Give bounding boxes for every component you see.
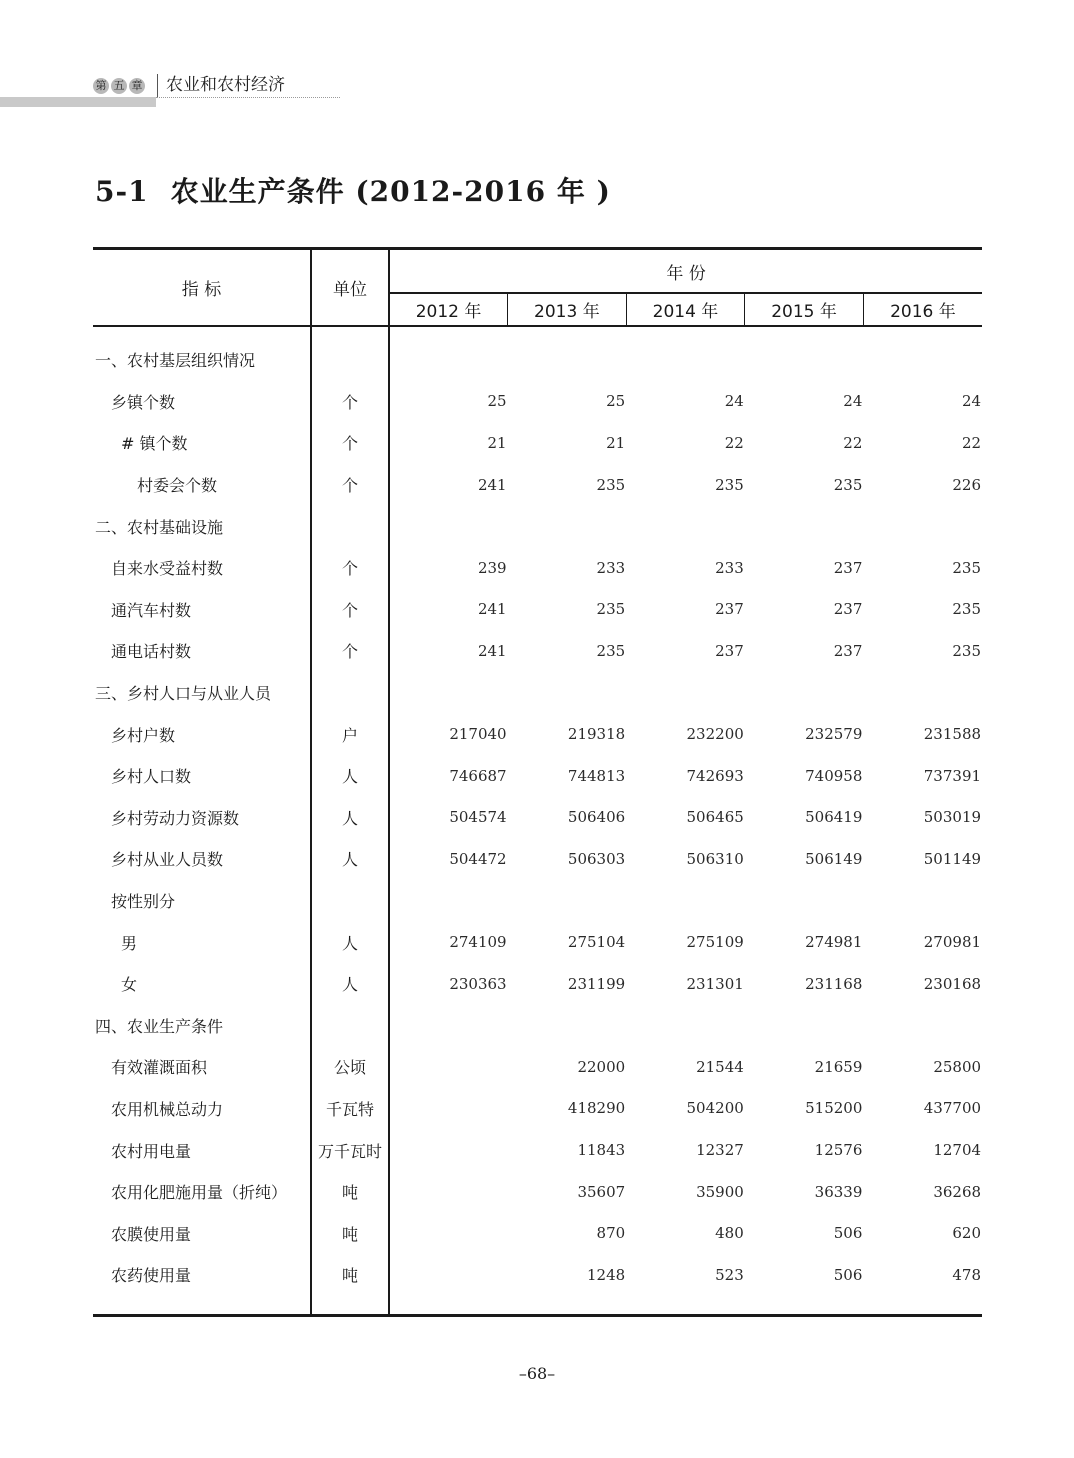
row-unit: [311, 339, 389, 381]
cell-value: [626, 880, 745, 922]
header-rule: [156, 97, 340, 98]
row-label: 农膜使用量: [111, 1224, 192, 1244]
cell-value: 35900: [696, 1182, 744, 1201]
row-unit: 个: [311, 422, 389, 464]
statistics-table: [93, 247, 982, 1317]
cell-value: 740958: [805, 766, 863, 785]
cell-value: 515200: [805, 1099, 863, 1118]
cell-value: 237: [833, 558, 863, 577]
cell-value: 22: [843, 433, 863, 452]
cell-value: [389, 1046, 508, 1088]
cell-value: 232579: [805, 725, 863, 744]
chapter-char: 第: [93, 78, 109, 94]
cell-value: 506: [833, 1224, 863, 1243]
row-unit: 公顷: [311, 1046, 389, 1088]
year-header: 2014 年: [626, 293, 745, 326]
cell-value: 231199: [567, 974, 626, 993]
cell-value: 241: [477, 641, 507, 660]
cell-value: 870: [596, 1224, 626, 1243]
row-unit: 吨: [311, 1171, 389, 1213]
cell-value: 506406: [567, 808, 626, 827]
row-label: 乡镇个数: [111, 392, 176, 412]
table-title-text: 农业生产条件: [170, 175, 345, 208]
cell-value: [508, 672, 627, 714]
cell-value: 230168: [923, 974, 982, 993]
table-row: [93, 1212, 982, 1254]
row-label: 农用化肥施用量（折纯）: [111, 1183, 288, 1203]
cell-value: 1248: [587, 1265, 626, 1284]
row-label: 二、农村基础设施: [95, 517, 224, 537]
table-row: [93, 1171, 982, 1213]
cell-value: 237: [715, 600, 744, 619]
row-label: 按性别分: [111, 892, 176, 912]
cell-value: 746687: [449, 766, 507, 785]
year-header: 2013 年: [508, 293, 627, 326]
row-label: 乡村劳动力资源数: [111, 808, 240, 828]
cell-value: 21: [487, 433, 507, 452]
page-number: –68–: [518, 1364, 556, 1383]
cell-value: [626, 1005, 745, 1047]
row-unit: 个: [311, 464, 389, 506]
cell-value: 232200: [686, 725, 744, 744]
cell-value: 504200: [686, 1099, 744, 1118]
cell-value: 12704: [933, 1141, 982, 1160]
cell-value: 25: [606, 392, 626, 411]
cell-value: 235: [596, 475, 626, 494]
cell-value: [508, 339, 627, 381]
cell-value: [508, 505, 627, 547]
row-label: 有效灌溉面积: [111, 1058, 208, 1078]
cell-value: 275104: [567, 933, 626, 952]
row-unit: [311, 672, 389, 714]
table-row: [93, 713, 982, 755]
cell-value: 231168: [805, 974, 863, 993]
table-row: [93, 630, 982, 672]
cell-value: 231301: [686, 974, 744, 993]
row-label: 通电话村数: [111, 642, 192, 662]
row-unit: 个: [311, 547, 389, 589]
cell-value: 270981: [923, 933, 982, 952]
cell-value: 506303: [567, 849, 626, 868]
chapter-title: 农业和农村经济: [166, 75, 285, 95]
table-title: [95, 170, 611, 210]
row-unit: 人: [311, 838, 389, 880]
cell-value: 22000: [577, 1057, 626, 1076]
cell-value: 235: [715, 475, 744, 494]
year-header: 2012 年: [389, 293, 508, 326]
cell-value: [745, 880, 864, 922]
cell-value: 504574: [449, 808, 507, 827]
cell-value: [863, 672, 982, 714]
row-unit: 人: [311, 755, 389, 797]
row-unit: 户: [311, 713, 389, 755]
table-row: [93, 672, 982, 714]
cell-value: 36268: [933, 1182, 982, 1201]
table-row: [93, 1088, 982, 1130]
cell-value: 35607: [577, 1182, 626, 1201]
cell-value: 230363: [449, 974, 507, 993]
cell-value: 24: [843, 392, 863, 411]
cell-value: 506419: [805, 808, 863, 827]
cell-value: 620: [952, 1224, 982, 1243]
cell-value: 235: [952, 641, 982, 660]
cell-value: 219318: [567, 725, 626, 744]
cell-value: 24: [724, 392, 744, 411]
row-label: 乡村从业人员数: [111, 850, 224, 870]
year-group-header: 年 份: [389, 249, 982, 294]
row-unit: [311, 880, 389, 922]
cell-value: 275109: [686, 933, 744, 952]
table-row: [93, 755, 982, 797]
cell-value: [389, 1212, 508, 1254]
cell-value: [745, 1005, 864, 1047]
row-label: 农药使用量: [111, 1266, 192, 1286]
cell-value: 21: [606, 433, 626, 452]
row-unit: 万千瓦时: [311, 1129, 389, 1171]
table-row: [93, 464, 982, 506]
table-title-years: (2012-2016 年 ): [355, 175, 611, 208]
row-unit: 人: [311, 797, 389, 839]
cell-value: 237: [715, 641, 744, 660]
cell-value: [863, 505, 982, 547]
cell-value: [389, 1005, 508, 1047]
cell-value: 503019: [923, 808, 982, 827]
cell-value: 504472: [449, 849, 507, 868]
chapter-char: 章: [129, 78, 145, 94]
cell-value: [389, 339, 508, 381]
cell-value: 25800: [933, 1057, 982, 1076]
cell-value: 418290: [567, 1099, 626, 1118]
cell-value: [863, 880, 982, 922]
cell-value: 506: [833, 1265, 863, 1284]
table-number: 5-1: [95, 175, 149, 208]
row-label: 乡村户数: [111, 725, 176, 745]
cell-value: 506465: [686, 808, 744, 827]
cell-value: 506149: [805, 849, 863, 868]
table-row: [93, 1005, 982, 1047]
cell-value: [389, 1129, 508, 1171]
cell-value: 21544: [696, 1057, 744, 1076]
table-row: [93, 963, 982, 1005]
cell-value: 235: [596, 600, 626, 619]
cell-value: 523: [715, 1265, 744, 1284]
row-unit: 个: [311, 589, 389, 631]
cell-value: 737391: [923, 766, 982, 785]
row-unit: 千瓦特: [311, 1088, 389, 1130]
cell-value: [508, 880, 627, 922]
cell-value: 235: [596, 641, 626, 660]
row-unit: [311, 505, 389, 547]
cell-value: 22: [961, 433, 982, 452]
table-row: [93, 589, 982, 631]
cell-value: 241: [477, 600, 507, 619]
cell-value: [389, 505, 508, 547]
table-row: [93, 505, 982, 547]
cell-value: [389, 672, 508, 714]
cell-value: 744813: [567, 766, 626, 785]
cell-value: 25: [487, 392, 507, 411]
table-row: [93, 880, 982, 922]
cell-value: [389, 880, 508, 922]
row-unit: 个: [311, 630, 389, 672]
chapter-char: 五: [111, 78, 127, 94]
cell-value: 274981: [805, 933, 863, 952]
cell-value: 233: [715, 558, 744, 577]
header-bar: [0, 97, 156, 107]
cell-value: 235: [952, 558, 982, 577]
cell-value: [863, 339, 982, 381]
row-label: 三、乡村人口与从业人员: [95, 684, 272, 704]
cell-value: [745, 339, 864, 381]
year-header: 2016 年: [863, 293, 982, 326]
cell-value: 24: [961, 392, 982, 411]
table-row: [93, 797, 982, 839]
table-row: [93, 1254, 982, 1296]
cell-value: 217040: [449, 725, 507, 744]
table-row: [93, 339, 982, 381]
row-unit: 人: [311, 921, 389, 963]
row-label: 男: [121, 933, 138, 953]
row-unit: 吨: [311, 1212, 389, 1254]
row-label: 村委会个数: [137, 476, 218, 496]
cell-value: 742693: [686, 766, 744, 785]
cell-value: 12576: [814, 1141, 863, 1160]
cell-value: 480: [715, 1224, 744, 1243]
table-row: [93, 422, 982, 464]
cell-value: 237: [833, 641, 863, 660]
cell-value: 36339: [814, 1182, 863, 1201]
table-row: [93, 381, 982, 423]
cell-value: [863, 1005, 982, 1047]
table-row: [93, 1046, 982, 1088]
row-label: 农村用电量: [111, 1141, 192, 1161]
row-unit: 个: [311, 381, 389, 423]
cell-value: [508, 1005, 627, 1047]
table-row: [93, 838, 982, 880]
cell-value: [745, 672, 864, 714]
year-header: 2015 年: [745, 293, 864, 326]
row-label: 乡村人口数: [111, 767, 192, 787]
cell-value: [626, 672, 745, 714]
cell-value: 233: [596, 558, 626, 577]
row-label: 通汽车村数: [111, 600, 192, 620]
cell-value: 241: [477, 475, 507, 494]
cell-value: [389, 1254, 508, 1296]
row-label: 四、农业生产条件: [95, 1016, 224, 1036]
row-label: 农用机械总动力: [111, 1099, 224, 1119]
cell-value: 231588: [923, 725, 982, 744]
cell-value: 239: [477, 558, 507, 577]
cell-value: 12327: [696, 1141, 744, 1160]
indicator-header: 指 标: [93, 249, 311, 327]
cell-value: [626, 339, 745, 381]
cell-value: 21659: [814, 1057, 863, 1076]
row-label: 自来水受益村数: [111, 559, 224, 579]
row-label: 女: [121, 975, 138, 995]
cell-value: 237: [833, 600, 863, 619]
table-row: [93, 547, 982, 589]
cell-value: [626, 505, 745, 547]
cell-value: 274109: [449, 933, 507, 952]
cell-value: 11843: [577, 1141, 626, 1160]
cell-value: 506310: [686, 849, 744, 868]
row-label: 一、农村基层组织情况: [95, 351, 256, 371]
chapter-badge: [93, 74, 145, 98]
cell-value: 22: [724, 433, 744, 452]
row-label: # 镇个数: [121, 434, 188, 454]
cell-value: [389, 1088, 508, 1130]
cell-value: 437700: [923, 1099, 982, 1118]
cell-value: 235: [952, 600, 982, 619]
row-unit: [311, 1005, 389, 1047]
cell-value: 501149: [923, 849, 982, 868]
cell-value: [745, 505, 864, 547]
unit-header: 单位: [311, 249, 389, 327]
table-row: [93, 921, 982, 963]
table-row: [93, 1129, 982, 1171]
cell-value: [389, 1171, 508, 1213]
row-unit: 人: [311, 963, 389, 1005]
cell-value: 478: [952, 1265, 982, 1284]
cell-value: 226: [952, 475, 982, 494]
header-separator: [157, 74, 158, 98]
row-unit: 吨: [311, 1254, 389, 1296]
cell-value: 235: [833, 475, 863, 494]
